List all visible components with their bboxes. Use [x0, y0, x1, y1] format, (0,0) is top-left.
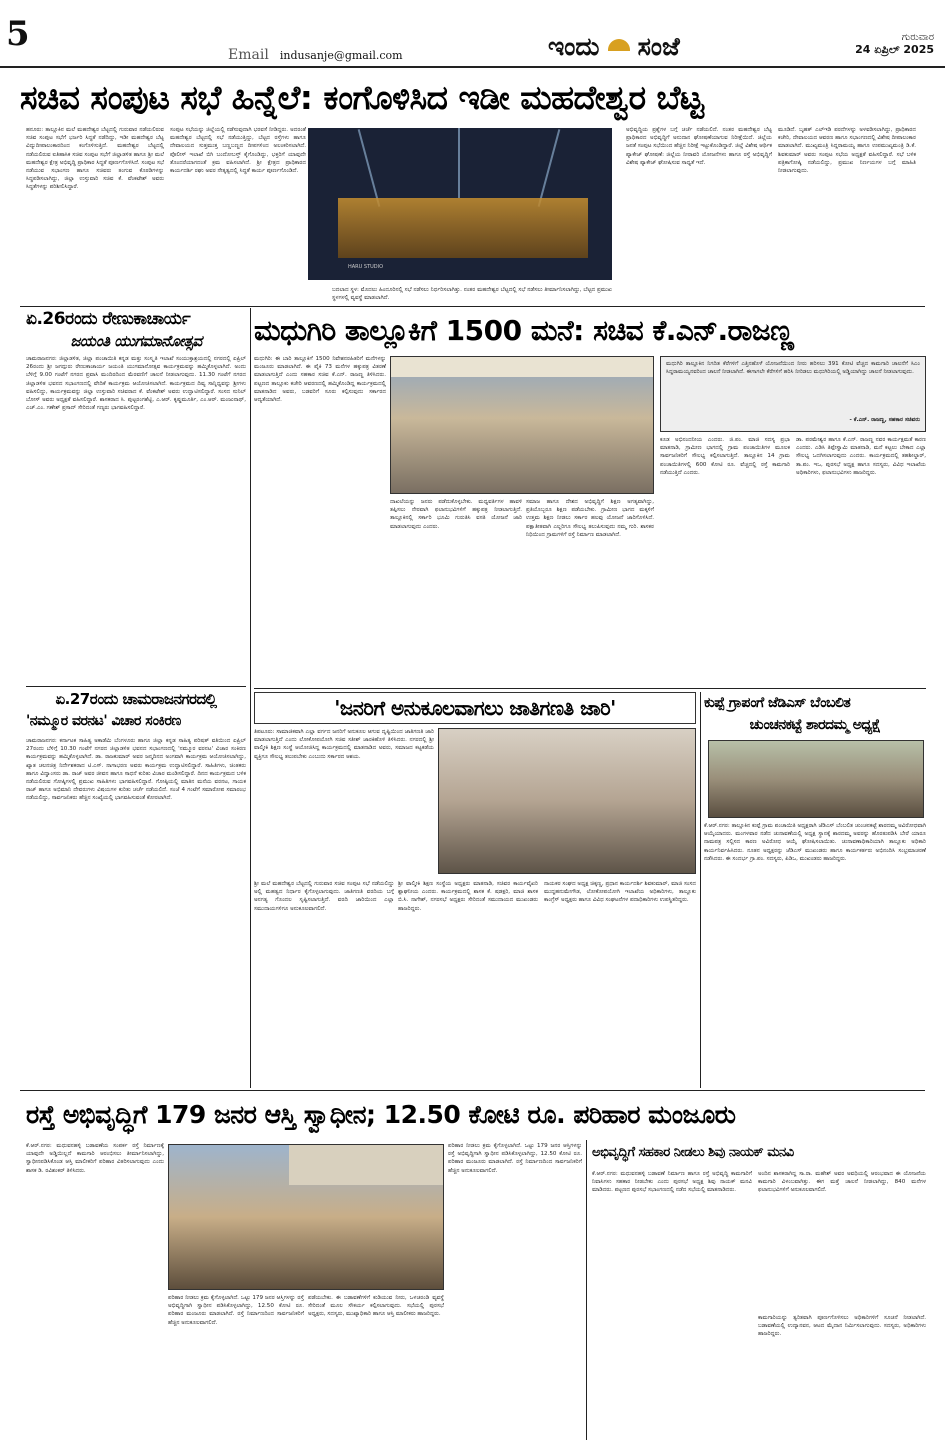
story1-col4: ಅಭಿವೃದ್ಧಿಯ ಪ್ರಶ್ನೆಗಳ ಬಗ್ಗೆ ಚರ್ಚೆ ನಡೆಯಲಿದೆ. ನಂತರ ಮಹದೇಶ್ವರ ಬೆಟ್ಟ ಪ್ರಾಧಿಕಾರದ ಅಭಿವೃದ್ಧಿಗೆ ಅನುದಾನ ಘೋಷಣೆಯಾಗುವ ನಿರೀಕ್ಷೆಯಿದೆ. ಜಿಲ್ಲೆಯ ಜನತೆ ಸಂಪುಟ ಸಭೆಯಿಂದ ಹೆಚ್ಚಿನ ನಿರೀಕ್ಷೆ ಇಟ್ಟುಕೊಂಡಿದ್ದಾರೆ. ಜಿಲ್ಲೆ ವಿಶೇಷ ಆರ್ಥಿಕ ಪ್ಯಾಕೇಜ್ ಘೋಷಣೆ: ಜಿಲ್ಲೆಯ ನೀರಾವರಿ ಯೋಜನೆಗಳು ಹಾಗೂ ರಸ್ತೆ ಅಭಿವೃದ್ಧಿಗೆ ವಿಶೇಷ ಪ್ಯಾಕೇಜ್ ಘೋಷಿಸುವ ಸಾಧ್ಯತೆ ಇದೆ.	[626, 127, 772, 166]
story7-right-col: ಪರಿಹಾರ ನೀಡಲು ಕ್ರಮ ಕೈಗೊಳ್ಳಲಾಗಿದೆ. ಒಟ್ಟು 179 ಜನರ ಆಸ್ತಿಗಳನ್ನು ರಸ್ತೆ ಅಭಿವೃದ್ಧಿಗಾಗಿ ಸ್ವಾಧೀನ ಪಡಿಸಿಕೊಳ್ಳಲಾಗಿದ್ದು, 12.50 ಕೋಟಿ ರೂ. ಪರಿಹಾರ ಮಂಜೂರು ಮಾಡಲಾಗಿದೆ. ರಸ್ತೆ ನಿರ್ಮಾಣದಿಂದ ಸಾರ್ವಜನಿಕರಿಗೆ ಹೆಚ್ಚಿನ ಅನುಕೂಲವಾಗಲಿದೆ.	[448, 1143, 582, 1174]
banner	[391, 357, 654, 377]
story2-headline	[26, 308, 246, 352]
story7-col4: ಪಡೆಯಬೇಕು. ಈ ಬಡಾವಣೆಗಳಿಗೆ ಕುಡಿಯುವ ನೀರು, ಒಳಚರಂಡಿ ವ್ಯವಸ್ಥೆ ಸೇರಿದಂತೆ ಮೂಲ ಸೌಕರ್ಯ ಕಲ್ಪಿಸಲಾಗುವುದು. ಸಭೆಯಲ್ಲಿ ಪುರಸಭೆ ಅಧ್ಯಕ್ಷರು, ಸದಸ್ಯರು, ಮುಖ್ಯಾಧಿಕಾರಿ ಹಾಗೂ ಆಸ್ತಿ ಮಾಲೀಕರು ಹಾಜರಿದ್ದರು.	[308, 1295, 444, 1318]
story7-col3: ಪರಿಹಾರ ನೀಡಲು ಕ್ರಮ ಕೈಗೊಳ್ಳಲಾಗಿದೆ. ಒಟ್ಟು 179 ಜನರ ಆಸ್ತಿಗಳನ್ನು ರಸ್ತೆ ಅಭಿವೃದ್ಧಿಗಾಗಿ ಸ್ವಾಧೀನ ಪಡಿಸಿಕೊಳ್ಳಲಾಗಿದ್ದು, 12.50 ಕೋಟಿ ರೂ. ಪರಿಹಾರ ಮಂಜೂರು ಮಾಡಲಾಗಿದೆ. ರಸ್ತೆ ನಿರ್ಮಾಣದಿಂದ ಸಾರ್ವಜನಿಕರಿಗೆ ಹೆಚ್ಚಿನ ಅನುಕೂಲವಾಗಲಿದೆ.	[168, 1295, 304, 1326]
masthead-rule	[0, 66, 945, 68]
story2-rule	[26, 686, 246, 687]
story4-rule	[254, 688, 926, 689]
sun-logo-icon	[608, 39, 630, 51]
story5-col4: ನಾಯಕರ ಸಂಘದ ಅಧ್ಯಕ್ಷ ಚಿಕ್ಕಣ್ಣ, ಪ್ರಧಾನ ಕಾರ್ಯದರ್ಶಿ ಶಿವಕುಮಾರ್, ಮಾಜಿ ಸಂಸದ ಮುದ್ದಹನುಮೇಗೌಡ, ಲೋಕೋಪಯೋಗಿ ಇಲಾಖೆಯ ಅಧಿಕಾರಿಗಳು, ತಾಲ್ಲೂಕು ಕಾಂಗ್ರೆಸ್ ಅಧ್ಯಕ್ಷರು ಹಾಗೂ ವಿವಿಧ ಸಂಘಟನೆಗಳ ಪದಾಧಿಕಾರಿಗಳು ಉಪಸ್ಥಿತರಿದ್ದರು.	[544, 881, 696, 904]
story8-col3: ಕಾಮಗಾರಿಯನ್ನು ತ್ವರಿತವಾಗಿ ಪೂರ್ಣಗೊಳಿಸಲು ಅಧಿಕಾರಿಗಳಿಗೆ ಸೂಚನೆ ನೀಡಲಾಗಿದೆ. ಬಡಾವಣೆಯಲ್ಲಿ ಉದ್ಯಾನವನ, ಆಟದ ಮೈದಾನ ನಿರ್ಮಿಸಲಾಗುವುದು. ಸದಸ್ಯರು, ಅಧಿಕಾರಿಗಳು ಹಾಜರಿದ್ದರು.	[758, 1315, 926, 1338]
story3-headline-line1: ಏ.27ರಂದು ಚಾಮರಾಜನಗರದಲ್ಲಿ	[55, 690, 217, 708]
story1-col2: ಸಂಪುಟ ಸಭೆಯನ್ನು ಜಿಲ್ಲೆಯಲ್ಲಿ ನಡೆಸುವುದಾಗಿ ಭರವಸೆ ನೀಡಿದ್ದರು. ಅದರಂತೆ ಮಹದೇಶ್ವರ ಬೆಟ್ಟದಲ್ಲಿ ಸಭೆ ನಡೆಯುತ್ತಿದ್ದು, ಬೆಟ್ಟದ ರಸ್ತೆಗಳು ಹಾಗೂ ದೇವಾಲಯದ ಸುತ್ತಮುತ್ತ ಬಣ್ಣಬಣ್ಣದ ದೀಪಗಳಿಂದ ಅಲಂಕರಿಸಲಾಗಿದೆ. ಪೊಲೀಸ್ ಇಲಾಖೆ ಬಿಗಿ ಬಂದೋಬಸ್ತ್ ಕೈಗೊಂಡಿದ್ದು, ಭಕ್ತರಿಗೆ ಯಾವುದೇ ತೊಂದರೆಯಾಗದಂತೆ ಕ್ರಮ ವಹಿಸಲಾಗಿದೆ. ಶ್ರೀ ಕ್ಷೇತ್ರದ ಪ್ರಾಧಿಕಾರದ ಕಾರ್ಯದರ್ಶಿ ರಘು ಅವರ ನೇತೃತ್ವದಲ್ಲಿ ಸಿದ್ಧತೆ ಕಾರ್ಯ ಪೂರ್ಣಗೊಂಡಿದೆ.	[170, 127, 306, 175]
story7-divider	[586, 1140, 587, 1440]
story7-col1: ಕೆ.ಆರ್.ನಗರ: ಮಧುವನಹಳ್ಳಿ ಬಡಾವಣೆಯ ಸಂಪರ್ಕ ರಸ್ತೆ ನಿರ್ಮಾಣಕ್ಕೆ ಯಾವುದೇ ಅಡ್ಡಿಯಿಲ್ಲದೆ ಕಾಮಗಾರಿ ಆರಂಭಿಸಲು ತೀರ್ಮಾನಿಸಲಾಗಿದ್ದು, ಸ್ವಾಧೀನಪಡಿಸಿಕೊಂಡ ಆಸ್ತಿ ಮಾಲೀಕರಿಗೆ ಪರಿಹಾರ ವಿತರಿಸಲಾಗುವುದು ಎಂದು ಶಾಸಕ ಡಿ. ರವಿಶಂಕರ್ ತಿಳಿಸಿದರು.	[26, 1143, 164, 1174]
story8-col2: ಅಂದಿನ ಶಾಸಕರಾಗಿದ್ದ ಸಾ.ರಾ. ಮಹೇಶ್ ಅವರ ಅವಧಿಯಲ್ಲಿ ಆರಂಭವಾದ ಈ ಯೋಜನೆಯ ಕಾಮಗಾರಿ ವಿಳಂಬವಾಗಿತ್ತು. ಈಗ ಮತ್ತೆ ಚಾಲನೆ ನೀಡಲಾಗಿದ್ದು, 840 ಮನೆಗಳ ಫಲಾನುಭವಿಗಳಿಗೆ ಅನುಕೂಲವಾಗಲಿದೆ.	[758, 1171, 926, 1194]
story1-rule	[20, 306, 925, 307]
story5-col1: ತಿಪಟೂರು: ಸಾಮಾಜಿಕವಾಗಿ ಎಲ್ಲಾ ವರ್ಗದ ಜನರಿಗೆ ಅನುಕೂಲ ಆಗುವ ದೃಷ್ಟಿಯಿಂದ ಜಾತಿಗಣತಿ ಜಾರಿ ಮಾಡಲಾಗುತ್ತಿದೆ ಎಂದು ಲೋಕೋಪಯೋಗಿ ಸಚಿವ ಸತೀಶ್ ಜಾರಕಿಹೊಳಿ ತಿಳಿಸಿದರು. ನಗರದಲ್ಲಿ ಶ್ರೀ ವಾಲ್ಮೀಕಿ ಶಿಕ್ಷಣ ಸಂಸ್ಥೆ ಆಯೋಜಿಸಿದ್ದ ಕಾರ್ಯಕ್ರಮದಲ್ಲಿ ಮಾತನಾಡಿದ ಅವರು, ಸಮಾಜದ ಕಟ್ಟಕಡೆಯ ವ್ಯಕ್ತಿಗೂ ಸೌಲಭ್ಯ ತಲುಪಬೇಕು ಎಂಬುದು ಸರ್ಕಾರದ ಆಶಯ.	[254, 729, 434, 760]
story2-body: ಚಾಮರಾಜನಗರ: ಜಿಲ್ಲಾಡಳಿತ, ಜಿಲ್ಲಾ ಪಂಚಾಯಿತಿ ಕನ್ನಡ ಮತ್ತು ಸಂಸ್ಕೃತಿ ಇಲಾಖೆ ಸಂಯುಕ್ತಾಶ್ರಯದಲ್ಲಿ ನಗರದಲ್ಲಿ ಏಪ್ರಿಲ್ 26ರಂದು ಶ್ರೀ ಜಗದ್ಗುರು ರೇಣುಕಾಚಾರ್ಯ ಜಯಂತಿ ಯುಗಮಾನೋತ್ಸವ ಕಾರ್ಯಕ್ರಮವನ್ನು ಹಮ್ಮಿಕೊಳ್ಳಲಾಗಿದೆ. ಅಂದು ಬೆಳಿಗ್ಗೆ 9.00 ಗಂಟೆಗೆ ನಗರದ ಪ್ರವಾಸಿ ಮಂದಿರದಿಂದ ಮೆರವಣಿಗೆ ಚಾಲನೆ ನೀಡಲಾಗುವುದು. 11.30 ಗಂಟೆಗೆ ನಗರದ ಜಿಲ್ಲಾಡಳಿತ ಭವನದ ಸಭಾಂಗಣದಲ್ಲಿ ವೇದಿಕೆ ಕಾರ್ಯಕ್ರಮ ಆಯೋಜಿಸಲಾಗಿದೆ. ಕಾರ್ಯಕ್ರಮದ ದಿವ್ಯ ಸಾನ್ನಿಧ್ಯವನ್ನು ಶ್ರೀಗಳು ವಹಿಸಲಿದ್ದು, ಕಾರ್ಯಕ್ರಮವನ್ನು ಜಿಲ್ಲಾ ಉಸ್ತುವಾರಿ ಸಚಿವರಾದ ಕೆ. ವೆಂಕಟೇಶ್ ಅವರು ಉದ್ಘಾಟಿಸಲಿದ್ದಾರೆ. ಸಂಸದ ಸುನಿಲ್ ಬೋಸ್ ಅವರು ಅಧ್ಯಕ್ಷತೆ ವಹಿಸಲಿದ್ದಾರೆ. ಶಾಸಕರಾದ ಸಿ. ಪುಟ್ಟರಂಗಶೆಟ್ಟಿ, ಎ.ಆರ್. ಕೃಷ್ಣಮೂರ್ತಿ, ಎಂ.ಆರ್. ಮಂಜುನಾಥ್, ಎಚ್.ಎಂ. ಗಣೇಶ್ ಪ್ರಸಾದ್ ಸೇರಿದಂತೆ ಗಣ್ಯರು ಭಾಗವಹಿಸಲಿದ್ದಾರೆ.	[26, 356, 246, 412]
story2-headline-line2: ಜಯಂತಿ ಯುಗಮಾನೋತ್ಸವ	[70, 332, 202, 350]
photo-credit: HARU STUDIO	[348, 264, 384, 270]
story5-col2: ಶ್ರೀ ಮಲೆ ಮಹದೇಶ್ವರ ಬೆಟ್ಟದಲ್ಲಿ ಗುರುವಾರ ಸಚಿವ ಸಂಪುಟ ಸಭೆ ನಡೆಯಲಿದ್ದು ಅಲ್ಲಿ ಮಹತ್ವದ ನಿರ್ಧಾರ ಕೈಗೊಳ್ಳಲಾಗುವುದು. ಜಾತಿಗಣತಿ ವರದಿಯ ಬಗ್ಗೆ ಅನಗತ್ಯ ಗೊಂದಲ ಸೃಷ್ಟಿಸಲಾಗುತ್ತಿದೆ. ವರದಿ ಜಾರಿಯಿಂದ ಎಲ್ಲಾ ಸಮುದಾಯಗಳಿಗೂ ಅನುಕೂಲವಾಗಲಿದೆ.	[254, 881, 394, 912]
story1-headline: ಸಚಿವ ಸಂಪುಟ ಸಭೆ ಹಿನ್ನೆಲೆ: ಕಂಗೊಳಿಸಿದ ಇಡೀ ಮಹದೇಶ್ವರ ಬೆಟ್ಟ	[20, 78, 704, 117]
temple-lights	[338, 198, 588, 258]
story4-headline: ಮಧುಗಿರಿ ತಾಲ್ಲೂಕಿಗೆ 1500 ಮನೆ: ಸಚಿವ ಕೆ.ಎನ್.ರಾಜಣ್ಣ	[254, 314, 794, 347]
masthead	[0, 0, 945, 68]
story4-col5: ಡಾ. ಪರಮೇಶ್ವರ ಹಾಗೂ ಕೆ.ಎನ್. ರಾಜಣ್ಣ ನವರ ಕಾರ್ಯಕ್ಷಮತೆ ಕಾರಣ ಎಂದರು. ಎಡಿಸಿ ತಿಪ್ಪೇಸ್ವಾಮಿ ಮಾತನಾಡಿ, ಮನೆ ಕಟ್ಟಲು ಬೇಕಾದ ಎಲ್ಲಾ ಸೌಲಭ್ಯ ಒದಗಿಸಲಾಗುವುದು ಎಂದರು. ಕಾರ್ಯಕ್ರಮದಲ್ಲಿ ತಹಶೀಲ್ದಾರ್, ತಾ.ಪಂ. ಇಒ, ಪುರಸಭೆ ಅಧ್ಯಕ್ಷ ಹಾಗೂ ಸದಸ್ಯರು, ವಿವಿಧ ಇಲಾಖೆಯ ಅಧಿಕಾರಿಗಳು, ಫಲಾನುಭವಿಗಳು ಹಾಜರಿದ್ದರು.	[796, 437, 926, 476]
logo-right-text: ಸಂಜೆ	[637, 32, 680, 61]
story7-headline: ರಸ್ತೆ ಅಭಿವೃದ್ಧಿಗೆ 179 ಜನರ ಆಸ್ತಿ ಸ್ವಾಧೀನ; 12.50 ಕೋಟಿ ರೂ. ಪರಿಹಾರ ಮಂಜೂರು	[26, 1100, 736, 1129]
logo-left-text: ಇಂದು	[548, 32, 600, 61]
story4-quote: ಮಧುಗಿರಿ ತಾಲ್ಲೂಕಿನ ನಿಗದಿತ ಕೆರೆಗಳಿಗೆ ಎತ್ತಿನಹೊಳೆ ಯೋಜನೆಯಿಂದ ನೀರು ಹರಿಸಲು 391 ಕೋಟಿ ವೆಚ್ಚದ ಕಾಮಗಾರಿ ಚಾಲನೆಗೆ ಸಿಎಂ ಸಿದ್ದರಾಮಯ್ಯನವರಿಂದ ಚಾಲನೆ ನೀಡಲಾಗಿದೆ. ಈಗಾಗಲೇ ಕೆರೆಗಳಿಗೆ ಹರಿಸಿ ನೀರಿಡಲು ಮಧುಗಿರಿಯಲ್ಲಿ ಅಡ್ಡಿಯಾಗಿದ್ದು ಚಾಲನೆ ನೀಡಲಾಗುವುದು.	[666, 361, 920, 376]
day-text: ಗುರುವಾರ	[901, 32, 934, 43]
story4-quote-attribution: - ಕೆ.ಎನ್. ರಾಜಣ್ಣ, ಸಹಕಾರ ಸಚಿವರು	[849, 417, 920, 423]
story5-photo-felicitation	[438, 728, 696, 874]
story6-headline	[704, 692, 926, 736]
story4-quote-box	[660, 356, 926, 432]
story1-col1: ಹನೂರು: ತಾಲ್ಲೂಕಿನ ಮಲೆ ಮಹದೇಶ್ವರ ಬೆಟ್ಟದಲ್ಲಿ ಗುರುವಾರ ನಡೆಯಲಿರುವ ಸಚಿವ ಸಂಪುಟ ಸಭೆಗೆ ಭರ್ಜರಿ ಸಿದ್ಧತೆ ನಡೆದಿದ್ದು, ಇಡೀ ಮಹದೇಶ್ವರ ಬೆಟ್ಟ ವಿದ್ಯುದೀಪಾಲಂಕಾರದಿಂದ ಕಂಗೊಳಿಸುತ್ತಿದೆ. ಮಹದೇಶ್ವರ ಬೆಟ್ಟದಲ್ಲಿ ನಡೆಯಲಿರುವ ಐತಿಹಾಸಿಕ ಸಚಿವ ಸಂಪುಟ ಸಭೆಗೆ ಜಿಲ್ಲಾಡಳಿತ ಹಾಗೂ ಶ್ರೀ ಮಲೆ ಮಹದೇಶ್ವರ ಕ್ಷೇತ್ರ ಅಭಿವೃದ್ಧಿ ಪ್ರಾಧಿಕಾರ ಸಿದ್ಧತೆ ಪೂರ್ಣಗೊಳಿಸಿದೆ. ಸಂಪುಟ ಸಭೆ ನಡೆಯುವ ಸಭಾಂಗಣ ಹಾಗೂ ಸಚಿವರು ತಂಗುವ ಕೊಠಡಿಗಳನ್ನು ಸಿದ್ಧಪಡಿಸಲಾಗಿದ್ದು, ಜಿಲ್ಲಾ ಉಸ್ತುವಾರಿ ಸಚಿವ ಕೆ. ವೆಂಕಟೇಶ್ ಅವರು ಸಿದ್ಧತೆಗಳನ್ನು ಪರಿಶೀಲಿಸಿದ್ದಾರೆ.	[26, 127, 164, 191]
story6-headline-line1: ಕುಪ್ಪೆ ಗ್ರಾಪಂಗೆ ಜೆಡಿಎಸ್ ಬೆಂಬಲಿತ	[704, 695, 851, 711]
story2-headline-line1: ಏ.26ರಂದು ರೇಣುಕಾಚಾರ್ಯ	[26, 309, 191, 329]
email-label: Email	[228, 47, 269, 62]
story5-col3: ಶ್ರೀ ವಾಲ್ಮೀಕಿ ಶಿಕ್ಷಣ ಸಂಸ್ಥೆಯ ಅಧ್ಯಕ್ಷರು ಮಾತನಾಡಿ, ಸಚಿವರ ಕಾರ್ಯವೈಖರಿ ಶ್ಲಾಘನೀಯ ಎಂದರು. ಕಾರ್ಯಕ್ರಮದಲ್ಲಿ ಶಾಸಕ ಕೆ. ಷಡಕ್ಷರಿ, ಮಾಜಿ ಶಾಸಕ ಬಿ.ಸಿ. ನಾಗೇಶ್, ನಗರಸಭೆ ಅಧ್ಯಕ್ಷರು ಸೇರಿದಂತೆ ಸಮುದಾಯದ ಮುಖಂಡರು ಹಾಜರಿದ್ದರು.	[398, 881, 538, 912]
story4-col2: ದಾಖಲೆಯನ್ನು ಜನರು ಪಡೆದುಕೊಳ್ಳಬೇಕು. ಮಧ್ಯವರ್ತಿಗಳ ಹಾವಳಿ ತಪ್ಪಿಸಲು ನೇರವಾಗಿ ಫಲಾನುಭವಿಗಳಿಗೆ ಹಕ್ಕುಪತ್ರ ನೀಡಲಾಗುತ್ತಿದೆ. ತಾಲ್ಲೂಕಿನಲ್ಲಿ ಸರ್ಕಾರಿ ಭೂಮಿ ಗುರುತಿಸಿ ವಸತಿ ಯೋಜನೆ ಜಾರಿ ಮಾಡಲಾಗುವುದು ಎಂದರು.	[390, 499, 522, 530]
story3-body: ಚಾಮರಾಜನಗರ: ಕರ್ನಾಟಕ ಸಾಹಿತ್ಯ ಅಕಾಡೆಮಿ ಬೆಂಗಳೂರು ಹಾಗೂ ಜಿಲ್ಲಾ ಕನ್ನಡ ಸಾಹಿತ್ಯ ಪರಿಷತ್ ವತಿಯಿಂದ ಏಪ್ರಿಲ್ 27ರಂದು ಬೆಳಿಗ್ಗೆ 10.30 ಗಂಟೆಗೆ ನಗರದ ಜಿಲ್ಲಾಡಳಿತ ಭವನದ ಸಭಾಂಗಣದಲ್ಲಿ 'ನಮ್ಮೂರ ವರನಟ' ವಿಚಾರ ಸಂಕಿರಣ ಕಾರ್ಯಕ್ರಮವನ್ನು ಹಮ್ಮಿಕೊಳ್ಳಲಾಗಿದೆ. ಡಾ. ರಾಜಕುಮಾರ್ ಅವರ ಜನ್ಮದಿನದ ಅಂಗವಾಗಿ ಕಾರ್ಯಕ್ರಮ ಆಯೋಜಿಸಲಾಗಿದ್ದು, ಖ್ಯಾತ ಚಲನಚಿತ್ರ ನಿರ್ದೇಶಕರಾದ ಟಿ.ಎಸ್. ನಾಗಾಭರಣ ಅವರು ಕಾರ್ಯಕ್ರಮ ಉದ್ಘಾಟಿಸಲಿದ್ದಾರೆ. ಸಾಹಿತಿಗಳು, ಚಿಂತಕರು ಹಾಗೂ ವಿದ್ವಾಂಸರು ಡಾ. ರಾಜ್ ಅವರ ಜೀವನ ಹಾಗೂ ಸಾಧನೆ ಕುರಿತು ವಿಚಾರ ಮಂಡಿಸಲಿದ್ದಾರೆ. ದಿನದ ಕಾರ್ಯಕ್ರಮದ ಬಳಿಕ ನಡೆಯಲಿರುವ ಗೋಷ್ಠಿಗಳಲ್ಲಿ ಪ್ರಮುಖ ಸಾಹಿತಿಗಳು ಭಾಗವಹಿಸಲಿದ್ದಾರೆ. ಗೋಷ್ಠಿಯಲ್ಲಿ ಮಾತಿನ ಮನೆಯ ವರನಟ, ಗಾಯಕ ರಾಜ್ ಹಾಗೂ ಅಭಿಮಾನಿ ದೇವರುಗಳು ವಿಷಯಗಳ ಕುರಿತು ಚರ್ಚೆ ನಡೆಯಲಿದೆ. ಸಂಜೆ 4 ಗಂಟೆಗೆ ಸಮಾರೋಪ ಸಮಾರಂಭ ನಡೆಯಲಿದ್ದು, ಸಾರ್ವಜನಿಕರು ಹೆಚ್ಚಿನ ಸಂಖ್ಯೆಯಲ್ಲಿ ಭಾಗವಹಿಸುವಂತೆ ಕೋರಲಾಗಿದೆ.	[26, 738, 246, 802]
story5-headline: 'ಜನರಿಗೆ ಅನುಕೂಲವಾಗಲು ಜಾತಿಗಣತಿ ಜಾರಿ'	[254, 692, 696, 724]
story4-col3: ಸಮಾಜ ಹಾಗೂ ದೇಶದ ಅಭಿವೃದ್ಧಿಗೆ ಶಿಕ್ಷಣ ಅಗತ್ಯವಾಗಿದ್ದು, ಪ್ರತಿಯೊಬ್ಬರೂ ಶಿಕ್ಷಣ ಪಡೆಯಬೇಕು. ಗ್ರಾಮೀಣ ಭಾಗದ ಮಕ್ಕಳಿಗೆ ಉತ್ತಮ ಶಿಕ್ಷಣ ನೀಡಲು ಸರ್ಕಾರ ಹಲವು ಯೋಜನೆ ಜಾರಿಗೊಳಿಸಿದೆ. ಪಕ್ಷಾತೀತವಾಗಿ ಎಲ್ಲರಿಗೂ ಸೌಲಭ್ಯ ತಲುಪಿಸುವುದು ನಮ್ಮ ಗುರಿ. ಶಾಸಕರ ನಿಧಿಯಿಂದ ಗ್ರಾಮಗಳಿಗೆ ರಸ್ತೆ ನಿರ್ಮಾಣ ಮಾಡಲಾಗಿದೆ.	[526, 499, 654, 538]
story6-headline-line2: ಚುಂಚನಕಟ್ಟೆ ಶಾರದಮ್ಮ ಅಧ್ಯಕ್ಷೆ	[749, 717, 881, 733]
story5-divider	[700, 692, 701, 1088]
story3-headline	[26, 688, 246, 734]
story1-col5: ಮೂಡಿದೆ. ಬೃಹತ್ ಎಲ್‌ಇಡಿ ಪರದೆಗಳನ್ನು ಅಳವಡಿಸಲಾಗಿದ್ದು, ಪ್ರಾಧಿಕಾರದ ಕಚೇರಿ, ದೇವಾಲಯದ ಆವರಣ ಹಾಗೂ ಸಭಾಂಗಣದಲ್ಲಿ ವಿಶೇಷ ದೀಪಾಲಂಕಾರ ಮಾಡಲಾಗಿದೆ. ಮುಖ್ಯಮಂತ್ರಿ ಸಿದ್ದರಾಮಯ್ಯ ಹಾಗೂ ಉಪಮುಖ್ಯಮಂತ್ರಿ ಡಿ.ಕೆ. ಶಿವಕುಮಾರ್ ಅವರು ಸಂಪುಟ ಸಭೆಯ ಅಧ್ಯಕ್ಷತೆ ವಹಿಸಲಿದ್ದಾರೆ. ಸಭೆ ಬಳಿಕ ಪತ್ರಿಕಾಗೋಷ್ಠಿ ನಡೆಯಲಿದ್ದು, ಪ್ರಮುಖ ನಿರ್ಣಯಗಳ ಬಗ್ಗೆ ಮಾಹಿತಿ ನೀಡಲಾಗುವುದು.	[778, 127, 916, 175]
light-beam-1	[358, 129, 381, 207]
date-block	[800, 32, 940, 62]
story8-col1: ಕೆ.ಆರ್.ನಗರ: ಮಧುವನಹಳ್ಳಿ ಬಡಾವಣೆ ನಿರ್ಮಾಣ ಹಾಗೂ ರಸ್ತೆ ಅಭಿವೃದ್ಧಿ ಕಾಮಗಾರಿಗೆ ನಿವಾಸಿಗಳು ಸಹಕಾರ ನೀಡಬೇಕು ಎಂದು ಪುರಸಭೆ ಅಧ್ಯಕ್ಷ ಶಿವು ನಾಯಕ್ ಮನವಿ ಮಾಡಿದರು. ಪಟ್ಟಣದ ಪುರಸಭೆ ಸಭಾಂಗಣದಲ್ಲಿ ನಡೆದ ಸಭೆಯಲ್ಲಿ ಮಾತನಾಡಿದರು.	[592, 1171, 752, 1194]
story8-headline: ಅಭಿವೃದ್ಧಿಗೆ ಸಹಕಾರ ನೀಡಲು ಶಿವು ನಾಯಕ್ ಮನವಿ	[592, 1145, 794, 1160]
story3-headline-line2: 'ನಮ್ಮೂರ ವರನಟ' ವಿಚಾರ ಸಂಕಿರಣ	[26, 713, 181, 729]
left-col-divider	[250, 308, 251, 1088]
date-text: 24 ಏಪ್ರಿಲ್ 2025	[855, 43, 934, 56]
banner	[289, 1145, 444, 1185]
email-block	[228, 44, 488, 62]
story7-photo-handover	[168, 1144, 444, 1290]
story1-photo-temple-night	[308, 128, 612, 280]
story6-rule	[20, 1090, 925, 1091]
page-number: 5	[6, 14, 30, 54]
masthead-logo	[548, 30, 788, 68]
story4-col4: ಕೂಡ ಅಭಿನಂದನೀಯ ಎಂದರು. ಜಿ.ಪಂ. ಮಾಜಿ ಸದಸ್ಯ ಪ್ರಭಾ ಮಾತನಾಡಿ, ಗ್ರಾಮೀಣ ಭಾಗದಲ್ಲಿ ಗ್ರಾಮ ಪಂಚಾಯಿತಿಗಳ ಮೂಲಕ ಸಾರ್ವಜನಿಕರಿಗೆ ಸೌಲಭ್ಯ ಕಲ್ಪಿಸಲಾಗುತ್ತಿದೆ. ತಾಲ್ಲೂಕಿನ 14 ಗ್ರಾಮ ಪಂಚಾಯಿತಿಗಳಲ್ಲಿ 600 ಕೋಟಿ ರೂ. ವೆಚ್ಚದಲ್ಲಿ ರಸ್ತೆ ಕಾಮಗಾರಿ ನಡೆಯುತ್ತಿದೆ ಎಂದರು.	[660, 437, 790, 476]
light-beam-3	[538, 129, 561, 207]
story6-body: ಕೆ.ಆರ್.ನಗರ: ತಾಲ್ಲೂಕಿನ ಕುಪ್ಪೆ ಗ್ರಾಮ ಪಂಚಾಯಿತಿ ಅಧ್ಯಕ್ಷರಾಗಿ ಜೆಡಿಎಸ್ ಬೆಂಬಲಿತ ಚುಂಚನಕಟ್ಟೆ ಶಾರದಮ್ಮ ಅವಿರೋಧವಾಗಿ ಆಯ್ಕೆಯಾದರು. ಮಂಗಳವಾರ ನಡೆದ ಚುನಾವಣೆಯಲ್ಲಿ ಅಧ್ಯಕ್ಷ ಸ್ಥಾನಕ್ಕೆ ಶಾರದಮ್ಮ ಅವರನ್ನು ಹೊರತುಪಡಿಸಿ ಬೇರೆ ಯಾರೂ ನಾಮಪತ್ರ ಸಲ್ಲಿಸದ ಕಾರಣ ಅವಿರೋಧ ಆಯ್ಕೆ ಘೋಷಿಸಲಾಯಿತು. ಚುನಾವಣಾಧಿಕಾರಿಯಾಗಿ ತಾಲ್ಲೂಕು ಅಧಿಕಾರಿ ಕಾರ್ಯನಿರ್ವಹಿಸಿದರು. ನೂತನ ಅಧ್ಯಕ್ಷರನ್ನು ಜೆಡಿಎಸ್ ಮುಖಂಡರು ಹಾಗೂ ಕಾರ್ಯಕರ್ತರು ಅಭಿನಂದಿಸಿ ಸಂಭ್ರಮಾಚರಣೆ ನಡೆಸಿದರು. ಈ ಸಂದರ್ಭ ಗ್ರಾ.ಪಂ. ಸದಸ್ಯರು, ಪಿಡಿಒ, ಮುಖಂಡರು ಹಾಜರಿದ್ದರು.	[704, 823, 926, 862]
story6-photo-group	[708, 740, 924, 818]
story1-below-photo: ಬದಲಾದ ಸ್ಥಳ: ಮೊದಲು ಹಿಂದೂರಿನಲ್ಲಿ ಸಭೆ ನಡೆಸಲು ನಿರ್ಧರಿಸಲಾಗಿತ್ತು. ನಂತರ ಮಹದೇಶ್ವರ ಬೆಟ್ಟದಲ್ಲಿ ಸಭೆ ನಡೆಸಲು ತೀರ್ಮಾನಿಸಲಾಗಿದ್ದು, ಬೆಟ್ಟದ ಪ್ರಮುಖ ಸ್ಥಳಗಳಲ್ಲಿ ವ್ಯವಸ್ಥೆ ಮಾಡಲಾಗಿದೆ.	[332, 287, 612, 302]
light-beam-2	[458, 128, 460, 198]
story4-photo-group	[390, 356, 654, 494]
email-address[interactable]: indusanje@gmail.com	[279, 49, 403, 62]
story4-col1: ಮಧುಗಿರಿ: ಈ ಬಾರಿ ತಾಲ್ಲೂಕಿಗೆ 1500 ನಿವೇಶನರಹಿತರಿಗೆ ಮನೆಗಳನ್ನು ಮಂಜೂರು ಮಾಡಲಾಗಿದೆ. ಈ ಪೈಕಿ 73 ಮನೆಗಳ ಹಕ್ಕುಪತ್ರ ವಿತರಣೆ ಮಾಡಲಾಗುತ್ತಿದೆ ಎಂದು ಸಹಕಾರ ಸಚಿವ ಕೆ.ಎನ್. ರಾಜಣ್ಣ ತಿಳಿಸಿದರು. ಪಟ್ಟಣದ ತಾಲ್ಲೂಕು ಕಚೇರಿ ಆವರಣದಲ್ಲಿ ಹಮ್ಮಿಕೊಂಡಿದ್ದ ಕಾರ್ಯಕ್ರಮದಲ್ಲಿ ಮಾತನಾಡಿದ ಅವರು, ಬಡವರಿಗೆ ಸೂರು ಕಲ್ಪಿಸುವುದು ಸರ್ಕಾರದ ಆದ್ಯತೆಯಾಗಿದೆ.	[254, 356, 386, 404]
